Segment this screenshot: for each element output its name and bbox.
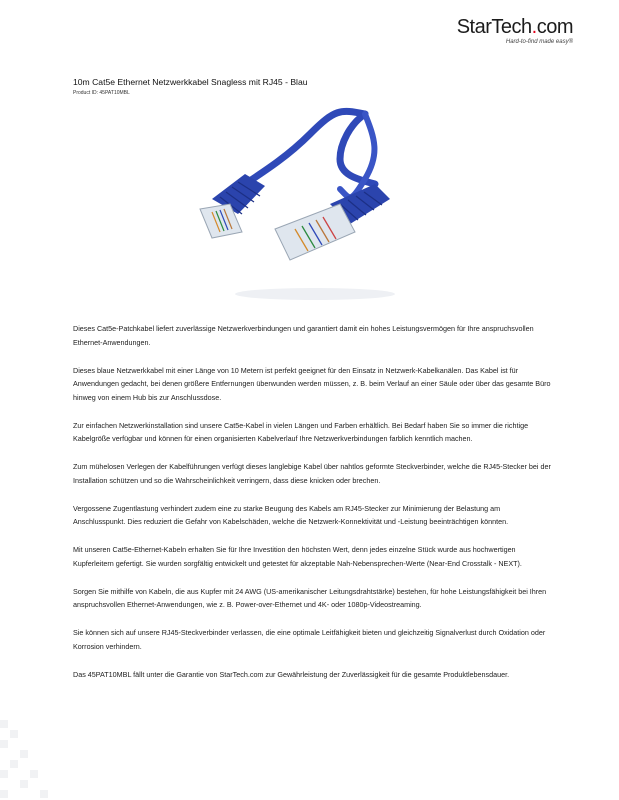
description-paragraph: Sie können sich auf unsere RJ45-Steckverbinder verlassen, die eine optimale Leitfähigkeit bieten und gleichzeitig Signalverlust durch Oxidation oder Korrosion verhindern. <box>73 628 546 651</box>
description-paragraph: Dieses blaue Netzwerkkabel mit einer Länge von 10 Metern ist perfekt geeignet für den Einsatz in Netzwerk-Kabelkanälen. Das Kabel ist für Anwendungen gedacht, bei denen größere Entfernungen überwunden werden müssen, z. B. beim Verlauf an einer Säule oder über das gesamte Büro hinweg von einem Hub bis zur Anschlussdose. <box>73 365 551 402</box>
description-paragraph: Zur einfachen Netzwerkinstallation sind unsere Cat5e-Kabel in vielen Längen und Farben erhältlich. Bei Bedarf haben Sie so immer die richtige Kabelgröße verfügbar und können für einen organisierten Kabelverlauf Ihre Netzwerkverbindungen farblich kenntlich machen. <box>73 420 529 443</box>
logo-tagline: Hard-to-find made easy® <box>505 39 573 45</box>
logo-suffix: com <box>536 16 573 38</box>
ethernet-cable-image <box>190 104 430 304</box>
product-id: Product ID: 45PAT10MBL <box>73 90 130 96</box>
description-paragraph: Das 45PAT10MBL fällt unter die Garantie von StarTech.com zur Gewährleistung der Zuverlässigkeit für die gesamte Produktlebensdauer. <box>73 669 510 679</box>
product-title: 10m Cat5e Ethernet Netzwerkkabel Snagless mit RJ45 - Blau <box>73 77 308 87</box>
description-paragraph: Dieses Cat5e-Patchkabel liefert zuverlässige Netzwerkverbindungen und garantiert damit ein hohes Leistungsvermögen für Ihre anspruchsvollen Ethernet-Anwendungen. <box>73 324 534 347</box>
description-paragraph: Mit unseren Cat5e-Ethernet-Kabeln erhalten Sie für Ihre Investition den höchsten Wert, denn jedes einzelne Stück wurde aus hochwertigen Kupferleitern gefertigt. Sie wurden sorgfältig entwickelt und getestet für akzeptable Nah-Nebensprechen-Werte (Near-End Crosstalk - NEXT). <box>73 545 522 568</box>
description-paragraph: Vergossene Zugentlastung verhindert zudem eine zu starke Beugung des Kabels am RJ45-Stecker zur Minimierung der Belastung am Anschlusspunkt. Dies reduziert die Gefahr von Kabelschäden, welche die Netzwerk-Konnektivität und -Leistung beeinträchtigen könnten. <box>73 503 509 526</box>
product-description <box>73 322 553 696</box>
description-paragraph: Sorgen Sie mithilfe von Kabeln, die aus Kupfer mit 24 AWG (US-amerikanischer Leitungsdrahtstärke) bestehen, für hohe Leistungsfähigkeit bei Ihren anspruchsvollen Ethernet-Anwendungen, wie z. B. Power-over-Ethernet und 4K- oder 1080p-Videostreaming. <box>73 586 547 609</box>
description-paragraph: Zum mühelosen Verlegen der Kabelführungen verfügt dieses langlebige Kabel über nahtlos geformte Steckverbinder, welche die RJ45-Stecker bei der Installation schützen und so die Wahrscheinlichkeit verringern, dass diese knicken oder brechen. <box>73 462 551 485</box>
logo-brand: StarTech <box>456 16 532 38</box>
decorative-corner-pattern <box>0 710 60 800</box>
logo-dot: . <box>531 16 537 38</box>
logo-wordmark <box>443 16 573 38</box>
startech-logo <box>443 16 573 45</box>
